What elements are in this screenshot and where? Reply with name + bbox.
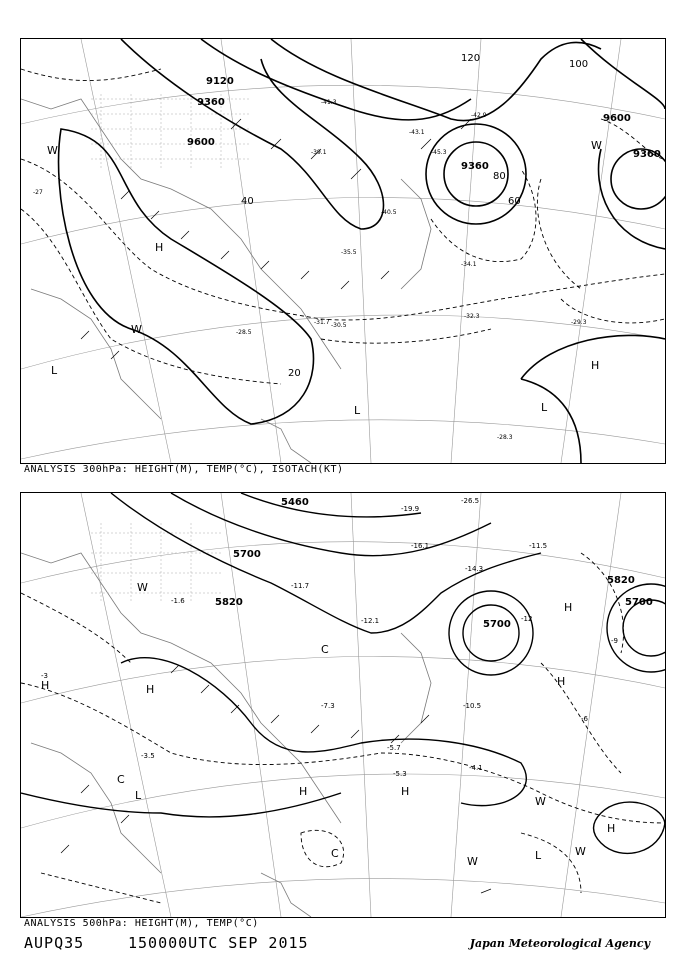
height-label: 5700 (233, 549, 261, 560)
pressure-center: C (331, 847, 339, 860)
graticule (21, 493, 665, 917)
height-contours (59, 39, 665, 463)
temp-label: -45.3 (431, 149, 447, 156)
temp-label: -41.3 (321, 99, 337, 106)
pressure-center: L (51, 364, 58, 377)
temp-label: -39.1 (311, 149, 327, 156)
wind-barbs (61, 665, 491, 893)
height-label: 5820 (607, 575, 635, 586)
temp-label: -10.5 (463, 702, 482, 710)
pressure-center: L (135, 789, 142, 802)
pressure-center: C (321, 643, 329, 656)
isotach-label: 60 (508, 196, 521, 207)
temp-label: -16.1 (411, 542, 430, 550)
pressure-center: W (467, 855, 478, 868)
pressure-center: W (575, 845, 586, 858)
height-label: 5460 (281, 497, 309, 508)
isotach-contours (21, 69, 665, 384)
temp-label: -42.9 (471, 112, 487, 119)
height-contours (21, 493, 665, 853)
pressure-center: W (535, 795, 546, 808)
temp-label: -4.1 (469, 764, 483, 772)
temp-label: -5.7 (387, 744, 401, 752)
temp-label: -7.3 (321, 702, 335, 710)
map-panel-500hpa (20, 492, 666, 918)
isotach-label: 40 (241, 196, 254, 207)
temp-label: -12 (521, 615, 533, 623)
temp-label: -35.5 (341, 249, 357, 256)
caption-300hpa: ANALYSIS 300hPa: HEIGHT(M), TEMP(°C), ISOTACH(KT) (24, 464, 344, 475)
chart-500hpa (21, 493, 665, 917)
temp-label: -12.1 (361, 617, 380, 625)
bulletin-id: AUPQ35 (24, 934, 85, 952)
height-label: 9120 (206, 76, 234, 87)
temp-label: -5.3 (393, 770, 407, 778)
temp-label: -31.7 (314, 319, 330, 326)
temp-label: -34.1 (461, 261, 477, 268)
height-label: 9360 (461, 161, 489, 172)
caption-500hpa: ANALYSIS 500hPa: HEIGHT(M), TEMP(°C) (24, 918, 259, 929)
pressure-center: H (557, 675, 566, 688)
temp-label: -43.1 (409, 129, 425, 136)
pressure-center: H (299, 785, 308, 798)
isotach-label: 120 (461, 53, 481, 64)
temp-label: -30.5 (331, 322, 347, 329)
temp-label: -29.3 (571, 319, 587, 326)
issue-time: 150000UTC SEP 2015 (128, 934, 309, 952)
temp-label: -28.5 (236, 329, 252, 336)
pressure-center: H (41, 679, 50, 692)
pressure-center: W (47, 144, 58, 157)
pressure-center: H (564, 601, 573, 614)
temp-label: -14.3 (465, 565, 484, 573)
height-label: 5700 (625, 597, 653, 608)
temp-label: -11.5 (529, 542, 548, 550)
height-label: 9360 (197, 97, 225, 108)
pressure-center: H (591, 359, 600, 372)
pressure-center: W (137, 581, 148, 594)
temp-label: -6 (581, 715, 588, 723)
pressure-center: L (535, 849, 542, 862)
temp-label: -11.7 (291, 582, 310, 590)
temp-label: -9 (611, 637, 618, 645)
temp-label: -26.5 (461, 497, 480, 505)
isotach-label: 80 (493, 171, 506, 182)
pressure-center: W (131, 323, 142, 336)
chart-300hpa (21, 39, 665, 463)
temp-label: -1.6 (171, 597, 185, 605)
temp-label: -28.3 (497, 434, 513, 441)
temp-label: -3.5 (141, 752, 155, 760)
isotach-label: 100 (569, 59, 589, 70)
pressure-center: L (354, 404, 361, 417)
pressure-center: C (117, 773, 125, 786)
temp-label: -32.3 (464, 313, 480, 320)
isotach-label: 20 (288, 368, 301, 379)
height-label: 9360 (633, 149, 661, 160)
pressure-center: H (607, 822, 616, 835)
height-label: 5820 (215, 597, 243, 608)
pressure-center: H (401, 785, 410, 798)
hatch-area (91, 523, 221, 603)
height-label: 5700 (483, 619, 511, 630)
temp-label: -19.9 (401, 505, 420, 513)
pressure-center: W (591, 139, 602, 152)
pressure-center: L (541, 401, 548, 414)
agency-name: Japan Meteorological Agency (469, 937, 650, 950)
temp-label: -27 (33, 189, 43, 196)
pressure-center: H (146, 683, 155, 696)
temp-label: -3 (41, 672, 48, 680)
height-label: 9600 (187, 137, 215, 148)
pressure-center: H (155, 241, 164, 254)
height-label: 9600 (603, 113, 631, 124)
map-panel-300hpa (20, 38, 666, 464)
temp-label: -40.5 (381, 209, 397, 216)
